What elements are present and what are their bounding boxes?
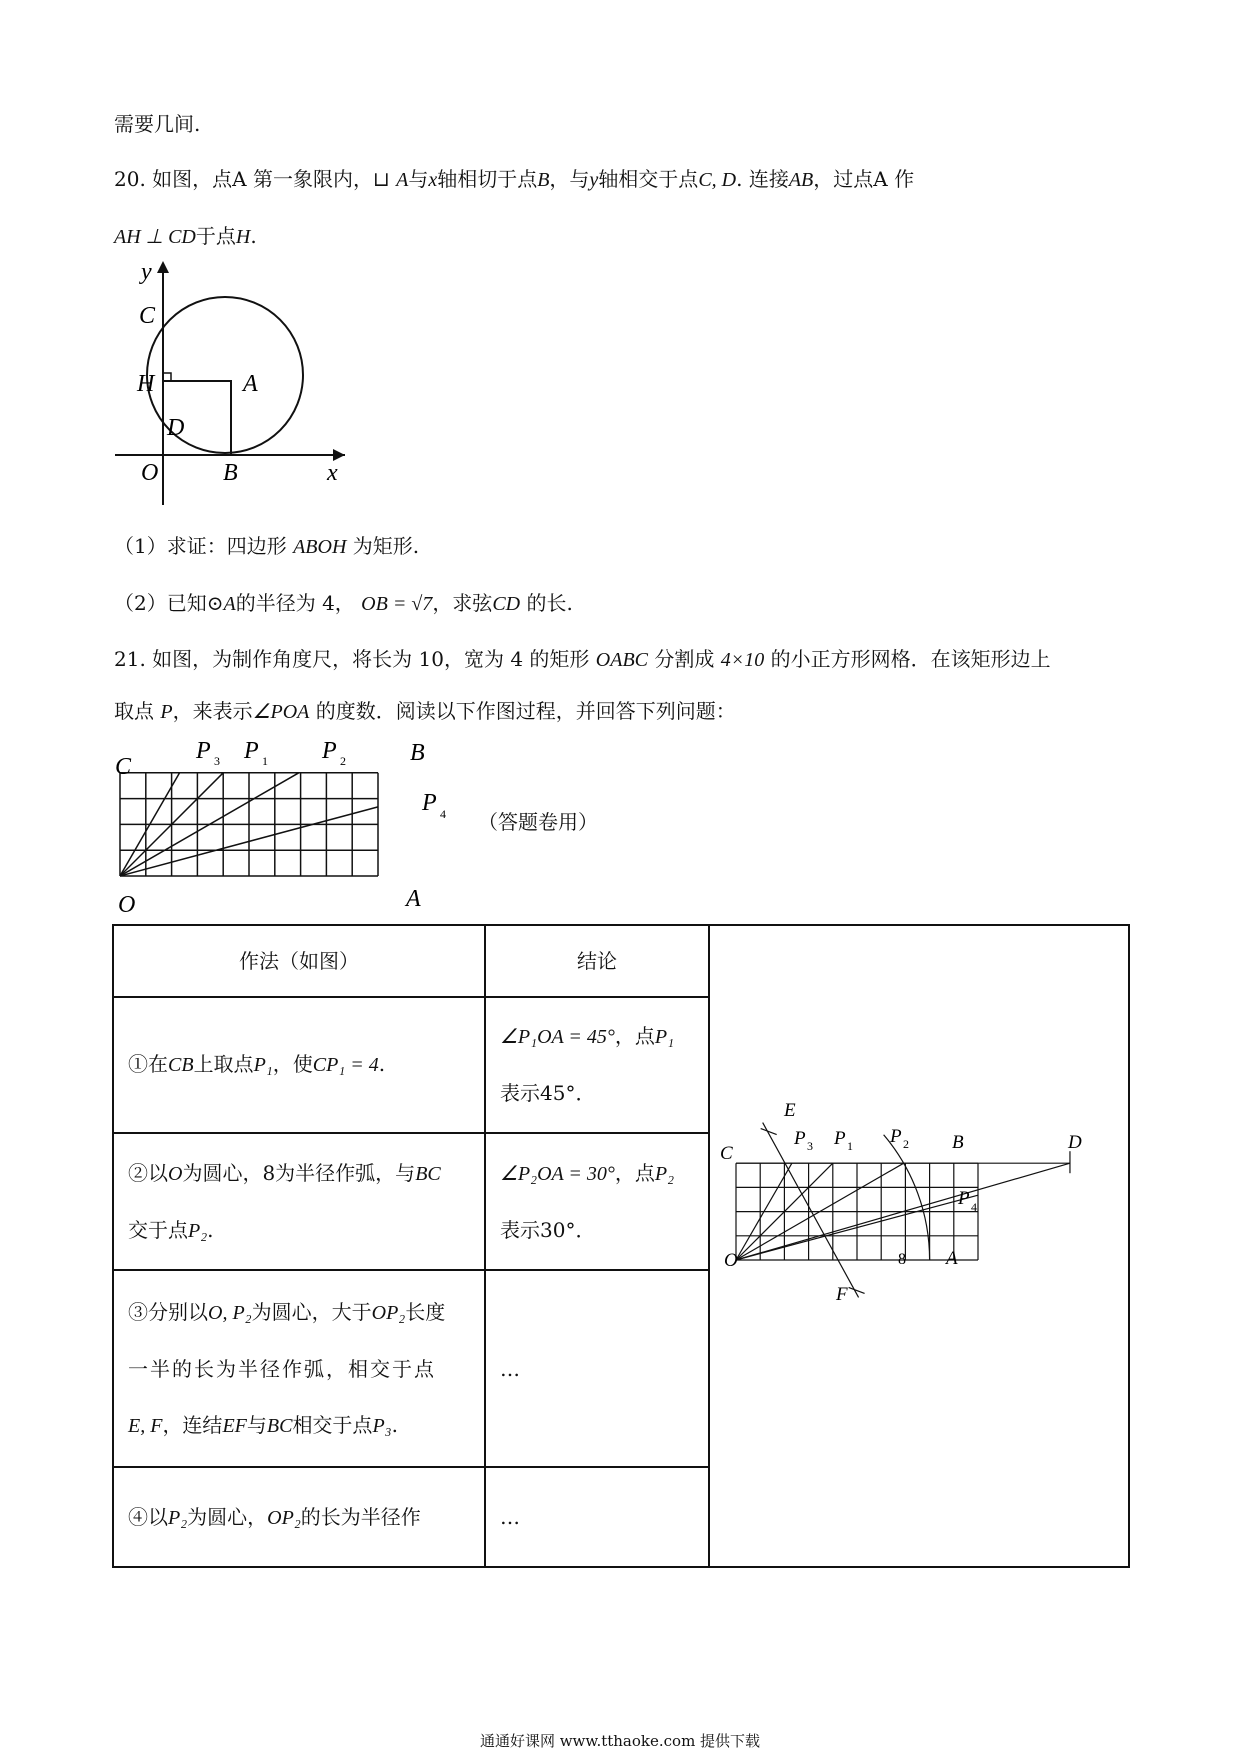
- con-label-e: E: [784, 1099, 796, 1121]
- q20-p2-mid: 的半径为 4，: [235, 591, 355, 615]
- r3-m-1d: OP₂: [371, 1301, 406, 1324]
- q20-line-2: [114, 220, 257, 249]
- q21-l1-prefix: 21. 如图，为制作角度尺，将长为 10，宽为 4 的矩形: [114, 647, 590, 671]
- r4-m-c: 为圆心，: [187, 1504, 268, 1529]
- row2-method: [113, 1133, 485, 1270]
- r2-c-line1: [500, 1145, 694, 1202]
- r2-c-1a: ∠P₂OA = 30°: [500, 1163, 615, 1186]
- r2-m-1b: O: [168, 1162, 183, 1185]
- q20-part-1: [114, 530, 419, 559]
- q20-l1-circle: ⊔: [372, 167, 390, 191]
- q20-l1-x: x: [428, 169, 438, 191]
- construction-figure: [710, 1086, 1126, 1386]
- con-label-b: B: [952, 1131, 964, 1153]
- q21-line-1: [114, 643, 1051, 672]
- r4-m-d: OP₂: [267, 1506, 301, 1529]
- r2-c-line2: 表示30°．: [500, 1218, 596, 1243]
- q20-l2-mid: 于点: [195, 224, 236, 248]
- label-c: C: [139, 303, 156, 329]
- label-a: A: [243, 371, 258, 397]
- r3-m-3b: ，连结: [162, 1412, 223, 1437]
- construction-grid: [736, 1163, 978, 1260]
- header-conclusion: 结论: [485, 925, 709, 997]
- q21-l2-angle: ∠POA: [252, 701, 310, 723]
- continued-text: 需要几间.: [114, 112, 201, 136]
- q20-p2-suffix: 的长.: [526, 591, 573, 615]
- r1-c-1a: ∠P₁OA = 45°: [500, 1026, 615, 1049]
- r1-m-g: .: [378, 1052, 386, 1077]
- r2-m-1a: ②以: [128, 1160, 168, 1185]
- con-label-a: A: [946, 1247, 958, 1269]
- q20-p2-a: A: [223, 593, 236, 615]
- q20-l2-h: H: [235, 226, 251, 248]
- r1-m-f: CP₁ = 4: [312, 1054, 379, 1077]
- r2-m-line2: [128, 1202, 470, 1259]
- r1-c-1b: ，点: [614, 1024, 655, 1049]
- q21-l2-p: P: [160, 701, 173, 723]
- label-y: y: [141, 259, 152, 285]
- q21-l1-mid: 分割成: [654, 647, 715, 671]
- q20-l1-a: A: [396, 169, 409, 191]
- row3-method: [113, 1270, 485, 1467]
- con-label-p3: P: [794, 1127, 806, 1149]
- q20-l1-y: y: [589, 169, 599, 191]
- row4-method: [113, 1467, 485, 1567]
- row3-conclusion: …: [485, 1270, 709, 1467]
- figure-cell: [709, 925, 1129, 1567]
- q21-grid: [120, 773, 378, 876]
- con-label-p1-sub: 1: [847, 1138, 853, 1153]
- header-method: 作法（如图）: [113, 925, 485, 997]
- r1-c-line2: 表示45°．: [500, 1081, 596, 1106]
- q21-l2-mid: ，来表示: [172, 699, 253, 723]
- con-label-p1: P: [834, 1127, 846, 1149]
- q21-l1-grid: 4×10: [720, 649, 765, 671]
- q20-l2-end: .: [250, 224, 257, 248]
- arc-mark-f: [849, 1287, 865, 1293]
- row4-conclusion: …: [485, 1467, 709, 1567]
- q20-l1-b: B: [537, 169, 550, 191]
- r1-m-a: ①在: [128, 1052, 168, 1077]
- r3-m-line1: [128, 1284, 470, 1341]
- q20-line-1: [114, 163, 914, 192]
- q21-label-p4: P: [422, 790, 437, 816]
- arc-radius-8: [884, 1134, 930, 1259]
- q20-p1-abo: ABOH: [293, 536, 347, 558]
- r1-m-b: CB: [168, 1054, 194, 1077]
- q20-part-2: [114, 587, 573, 616]
- con-label-f: F: [836, 1283, 848, 1305]
- q20-l1-cd: C, D: [698, 169, 737, 191]
- row1-conclusion: [485, 997, 709, 1134]
- q20-p1-suffix: 为矩形.: [352, 534, 420, 558]
- r2-m-2b: P₂: [188, 1219, 208, 1242]
- r4-m-e: 的长为半径作: [300, 1504, 421, 1529]
- q21-label-p3-sub: 3: [214, 754, 220, 768]
- q20-p1-prefix: （1）求证：四边形: [114, 534, 287, 558]
- r3-m-1e: 长度: [405, 1299, 446, 1324]
- q20-p2-circle: ⊙: [206, 591, 224, 615]
- q20-p2-prefix: （2）已知: [114, 591, 207, 615]
- table-header-row: [113, 925, 1129, 997]
- q21-l1-tail: 的小正方形网格．在该矩形边上: [770, 647, 1051, 671]
- q21-label-c: C: [115, 754, 132, 780]
- con-label-p2-sub: 2: [903, 1136, 909, 1151]
- q21-label-p1-sub: 1: [262, 754, 268, 768]
- label-h: H: [137, 371, 155, 397]
- r3-m-1b: O, P₂: [208, 1301, 252, 1324]
- label-b: B: [223, 460, 238, 486]
- con-label-p2: P: [890, 1125, 902, 1147]
- r1-m-d: P₁: [253, 1054, 273, 1077]
- footer: 通通好课网 www.tthaoke.com 提供下载: [479, 1732, 761, 1750]
- r2-c-1b: ，点: [614, 1161, 655, 1186]
- answer-sheet-note: （答题卷用）: [478, 810, 598, 834]
- q20-p2-cd: CD: [492, 593, 521, 615]
- r3-m-3a: E, F: [128, 1414, 163, 1437]
- q21-label-p2: P: [322, 738, 337, 764]
- q21-label-p1: P: [244, 738, 259, 764]
- q20-l2-ahcd: AH ⊥ CD: [114, 226, 196, 248]
- r3-m-3g: P₃: [372, 1414, 392, 1437]
- r3-m-1c: 为圆心，大于: [251, 1299, 372, 1324]
- q20-l1-prefix: 20. 如图，点A 第一象限内，: [114, 167, 373, 191]
- q20-l1-mid: 与: [408, 167, 429, 191]
- r2-m-1d: BC: [415, 1162, 441, 1185]
- con-label-8: 8: [898, 1250, 906, 1268]
- con-label-d: D: [1068, 1131, 1082, 1153]
- q20-l1-mid2: 轴相切于点: [437, 167, 538, 191]
- r3-m-3f: 相交于点: [292, 1412, 373, 1437]
- q21-line-2: [114, 695, 736, 724]
- q20-l1-mid3: ，与: [549, 167, 590, 191]
- construction-table: [112, 924, 1130, 1568]
- q20-p2-mid2: ，求弦: [432, 591, 493, 615]
- r2-m-2c: .: [207, 1217, 214, 1242]
- r3-m-1a: ③分别以: [128, 1299, 208, 1324]
- r3-m-3e: BC: [266, 1414, 293, 1437]
- q20-p2-ob: OB = √7: [361, 593, 433, 615]
- con-label-c: C: [720, 1142, 733, 1164]
- q20-l1-tail2: ，过点A 作: [813, 167, 915, 191]
- con-label-p4: P: [958, 1187, 970, 1209]
- con-label-p4-sub: 4: [971, 1199, 977, 1214]
- q21-figure: [110, 730, 470, 920]
- label-o: O: [141, 460, 159, 486]
- con-label-o: O: [724, 1249, 738, 1271]
- r3-m-line3: [128, 1397, 470, 1454]
- right-angle-mark: [163, 373, 171, 381]
- r3-m-3d: 与: [246, 1412, 267, 1437]
- y-axis-arrow: [157, 261, 169, 273]
- q20-l1-mid4: 轴相交于点: [598, 167, 699, 191]
- r2-m-1c: 为圆心，8为半径作弧，与: [182, 1160, 416, 1185]
- q21-label-o: O: [118, 892, 136, 918]
- r1-c-1c: P₁: [654, 1026, 675, 1049]
- r4-m-b: P₂: [168, 1506, 188, 1529]
- q21-l2-prefix: 取点: [114, 699, 154, 723]
- q20-figure: [105, 255, 365, 515]
- r2-m-2a: 交于点: [128, 1217, 188, 1242]
- q20-l1-ab: AB: [788, 169, 814, 191]
- r2-c-1c: P₂: [654, 1163, 675, 1186]
- q21-l1-oabc: OABC: [595, 649, 648, 671]
- r1-c-line1: [500, 1008, 694, 1065]
- r4-m-a: ④以: [128, 1504, 168, 1529]
- q21-label-b: B: [410, 740, 425, 766]
- label-x: x: [327, 460, 338, 486]
- r3-m-line2: 一半的长为半径作弧，相交于点: [128, 1356, 436, 1381]
- q21-label-p3: P: [196, 738, 211, 764]
- q20-l1-tail: . 连接: [736, 167, 789, 191]
- r1-m-c: 上取点: [193, 1052, 254, 1077]
- q21-l2-tail: 的度数．阅读以下作图过程，并回答下列问题：: [315, 699, 736, 723]
- q21-label-p4-sub: 4: [440, 807, 446, 821]
- r3-m-3h: .: [391, 1412, 398, 1437]
- row1-method: [113, 997, 485, 1134]
- r2-m-line1: [128, 1145, 470, 1202]
- label-d: D: [167, 415, 185, 441]
- r1-m-e: ，使: [272, 1052, 313, 1077]
- r3-m-3c: EF: [222, 1414, 247, 1437]
- q21-label-a: A: [406, 886, 421, 912]
- row2-conclusion: [485, 1133, 709, 1270]
- q21-label-p2-sub: 2: [340, 754, 346, 768]
- con-label-p3-sub: 3: [807, 1138, 813, 1153]
